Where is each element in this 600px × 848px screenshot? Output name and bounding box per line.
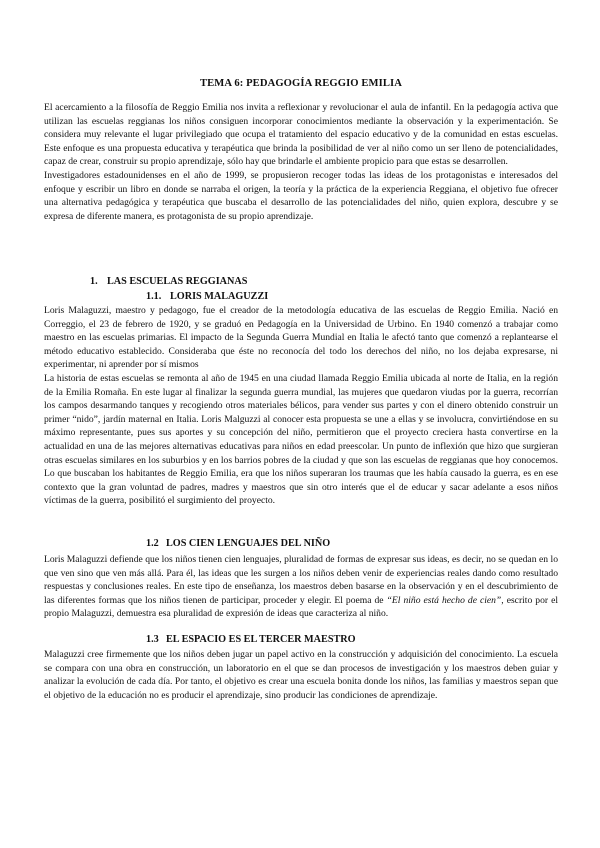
intro-paragraph-1: El acercamiento a la filosofía de Reggio Emilia nos invita a reflexionar y revolucionar el aula de infantil. En la pedagogía activa que utilizan las escuelas reggianas los niños consiguen incorporar conocimientos mediante la observación y la experimentación. Se considera muy relevante el lugar privilegiado que ocupa el tratamiento del espacio educativo y de la comunidad en estas escuelas. Este enfoque es una propuesta educativa y terapéutica que brinda la posibilidad de ver al niño como un ser lleno de potencialidades, capaz de crear, construir su propio aprendizaje, sólo hay que brindarle el ambiente propicio para que estas se desarrollen. — [44, 102, 558, 168]
section-1-2-number: 1.2 — [146, 538, 159, 549]
section-1-title: LAS ESCUELAS REGGIANAS — [107, 276, 248, 287]
section-1-1-title: LORIS MALAGUZZI — [170, 291, 269, 302]
cien-lenguajes-text-start: Loris Malaguzzi defiende que los niños tienen cien lenguajes, pluralidad de formas de expresar sus ideas, es decir, no se quedan en lo que ven sino que ven más allá. Para él, las ideas que les surgen a los niños deben venir de experiencias reales dando como resultado respuestas y conclusiones reales. En este tipo de enseñanza, los maestros deben basarse en la observación y en el descubrimiento de las diferentes formas que los niños tienen de participar, proceder y elegir. El poema de — [44, 554, 558, 606]
section-1-2-heading — [146, 538, 330, 549]
section-1-1-number: 1.1. — [146, 291, 162, 302]
malaguzzi-paragraph-1: Loris Malaguzzi, maestro y pedagogo, fue el creador de la metodología educativa de las escuelas de Reggio Emilia. Nació en Correggio, el 23 de febrero de 1920, y se graduó en Pedagogía en la Universidad de Urbino. En 1940 comenzó a trabajar como maestro en las escuelas primarias. El impacto de la Segunda Guerra Mundial en Italia le afectó tanto que comenzó a replantearse el método educativo establecido. Consideraba que éste no reconocía del todo los derechos del niño, no los dejaba expresarse, ni experimentar, ni aprender por sí mismos — [44, 305, 558, 371]
section-1-3-title: EL ESPACIO ES EL TERCER MAESTRO — [166, 634, 356, 645]
section-1-1-heading — [146, 291, 268, 302]
section-1-number: 1. — [90, 276, 98, 287]
page-title: TEMA 6: PEDAGOGÍA REGGIO EMILIA — [199, 78, 403, 89]
section-1-3-number: 1.3 — [146, 634, 159, 645]
intro-paragraph-2: Investigadores estadounidenses en el año de 1999, se propusieron recoger todas las ideas de los protagonistas e interesados del enfoque y escribir un libro en donde se narraba el origen, la teoría y la práctica de la experiencia Reggiana, el objetivo fue ofrecer una alternativa pedagógica y terapéutica que buscaba el desarrollo de las potencialidades del niño, quien explora, descubre y se expresa de diferente manera, es protagonista de su propio aprendizaje. — [44, 169, 558, 222]
section-1-2-body — [44, 553, 558, 621]
section-1-2-title: LOS CIEN LENGUAJES DEL NIÑO — [166, 538, 331, 549]
section-1-heading — [90, 276, 247, 287]
section-1-3-body — [44, 648, 558, 702]
malaguzzi-paragraph-2: La historia de estas escuelas se remonta al año de 1945 en una ciudad llamada Reggio Emilia ubicada al norte de Italia, en la región de la Emilia Romaña. En este lugar al finalizar la segunda guerra mundial, las mujeres que quedaron viudas por la guerra, recorrían los campos desarmando tanques y recogiendo otros materiales bélicos, para vender sus partes y con el dinero obtenido construir un primer “nido”, jardín maternal en Italia. Loris Malguzzi al conocer esta propuesta se une a ellas y se involucra, convirtiéndose en su máximo representante, pues sus aportes y su concepción del niño, permitieron que el proyecto creciera hasta convertirse en la actualidad en una de las mejores alternativas educativas para niños en edad preescolar. Un punto de inflexión que hizo que surgieran otras escuelas similares en los suburbios y en los barrios pobres de la ciudad y que son las escuelas de reggianas que hoy conocemos. Lo que buscaban los habitantes de Reggio Emilia, era que los niños superaran los traumas que les había causado la guerra, es en ese contexto que la gran voluntad de padres, madres y maestros que sin otro interés que el de educar y sacar adelante a esos niños víctimas de la guerra, posibilitó el surgimiento del proyecto. — [44, 372, 558, 507]
cien-lenguajes-paragraph — [44, 553, 558, 621]
cien-lenguajes-text-end: , escrito por el propio Malaguzzi, demuestra esa pluralidad de expresión de ideas que caracteriza al niño. — [44, 594, 558, 620]
section-1-3-heading — [146, 634, 356, 645]
section-1-1-body — [44, 304, 558, 508]
espacio-paragraph: Malaguzzi cree firmemente que los niños deben jugar un papel activo en la construcción y adquisición del conocimiento. La escuela se compara con una obra en construcción, un laboratorio en el que se dan procesos de investigación y los maestros deben guiar y analizar la evolución de cada día. Por tanto, el objetivo es crear una escuela bonita donde los niños, las familias y maestros sepan que el objetivo de la educación no es producir el aprendizaje, sino producir las condiciones de aprendizaje. — [44, 649, 558, 701]
intro-section — [44, 101, 558, 223]
poem-title: “El niño está hecho de cien” — [386, 594, 502, 606]
